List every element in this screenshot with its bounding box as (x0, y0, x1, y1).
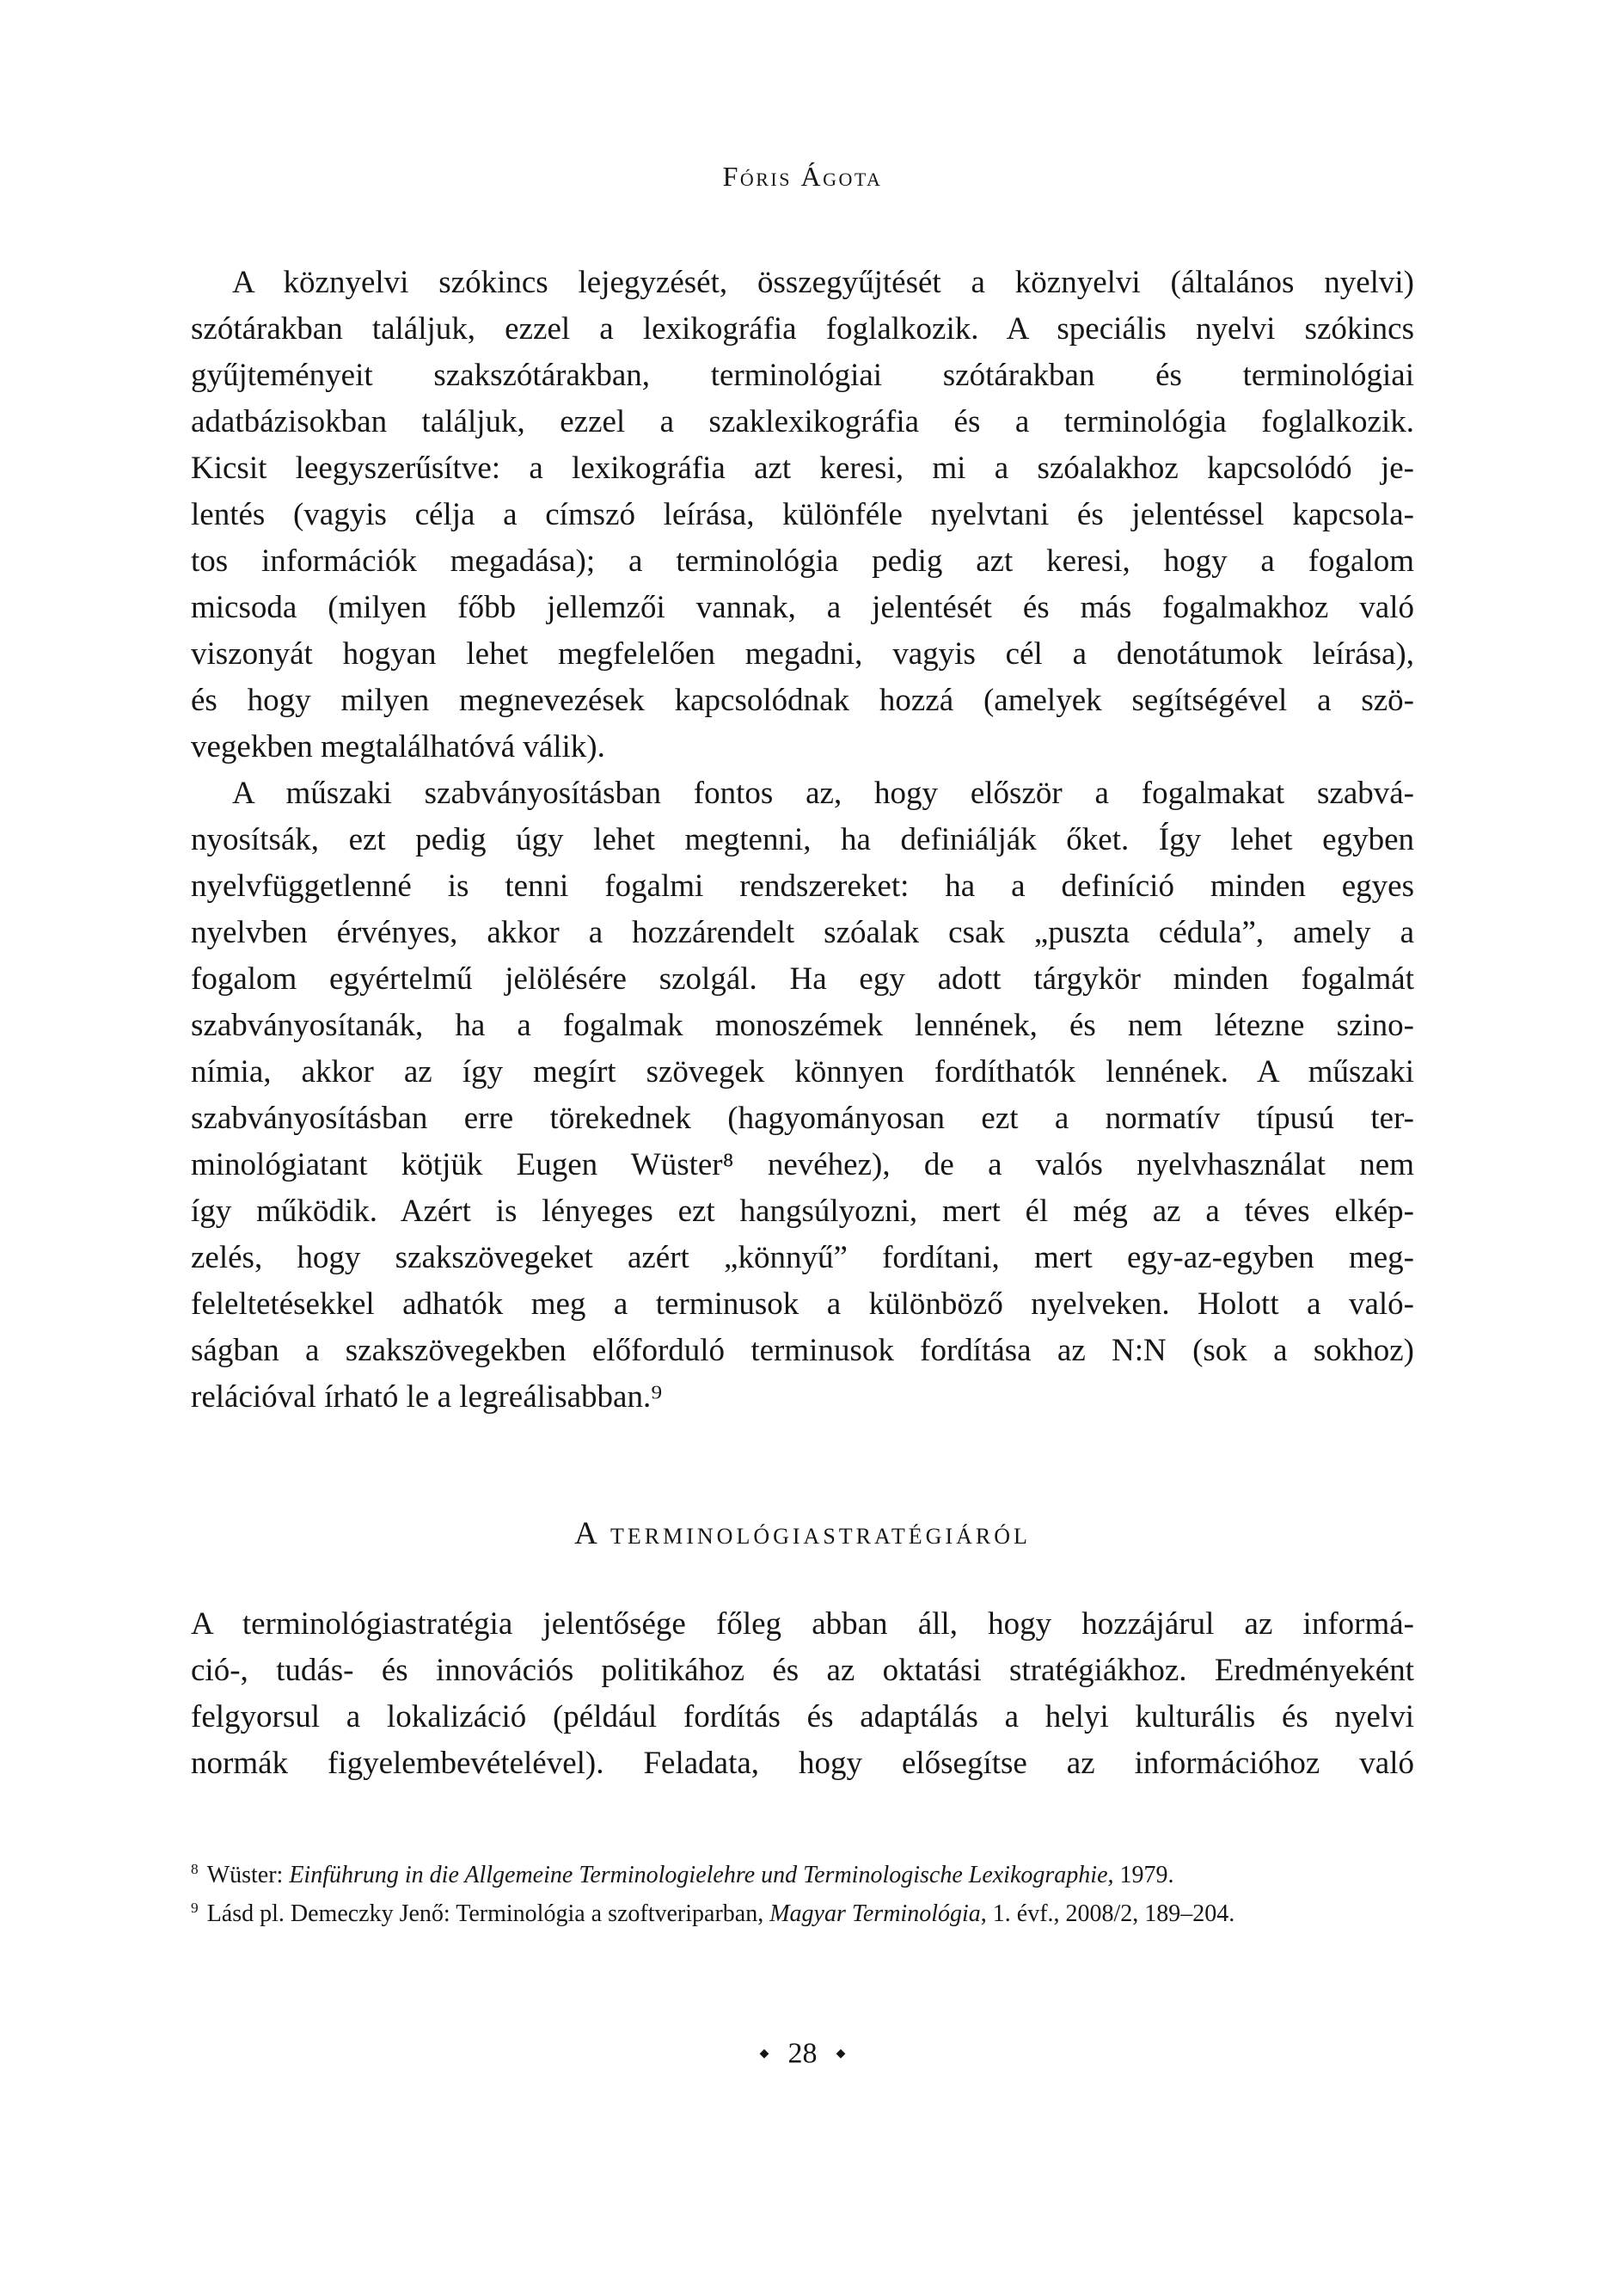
footnote-text: , 1. évf., 2008/2, 189–204. (980, 1900, 1235, 1927)
text-line: A műszaki szabványosításban fontos az, hogy először a fogalmakat szabvá- (232, 776, 1414, 811)
text-line: nímia, akkor az így megírt szövegek könnyen fordíthatók lennének. A műszaki (191, 1054, 1414, 1090)
text-line: nyelvben érvényes, akkor a hozzárendelt szóalak csak „puszta cédula”, amely a (191, 915, 1414, 950)
footnote-text: Wüster: (206, 1862, 290, 1888)
footnotes-section (191, 1856, 1414, 1933)
text-line: felgyorsul a lokalizáció (például fordítás és adaptálás a helyi kulturális és nyelvi (191, 1699, 1414, 1734)
text-line: ságban a szakszövegekben előforduló terminusok fordítása az N:N (sok a sokhoz) (191, 1333, 1414, 1368)
text-line: nyelvfüggetlenné is tenni fogalmi rendszereket: ha a definíció minden egyes (191, 869, 1414, 904)
text-line: minológiatant kötjük Eugen Wüster⁸ nevéhez), de a valós nyelvhasználat nem (191, 1147, 1414, 1182)
page-number-value: 28 (787, 2037, 818, 2070)
text-line: tos információk megadása); a terminológia pedig azt keresi, hogy a fogalom (191, 543, 1414, 579)
text-line: A köznyelvi szókincs lejegyzését, összegyűjtését a köznyelvi (általános nyelvi) (232, 265, 1414, 300)
text-line: normák figyelembevételével). Feladata, hogy elősegítse az információhoz való (191, 1746, 1414, 1781)
paragraph-2 (191, 770, 1414, 1421)
text-line: zelés, hogy szakszövegeket azért „könnyű” fordítani, mert egy-az-egyben meg- (191, 1240, 1414, 1275)
text-line: feleltetésekkel adhatók meg a terminusok a különböző nyelveken. Holott a való- (191, 1286, 1414, 1322)
text-line: fogalom egyértelmű jelölésére szolgál. Ha egy adott tárgykör minden fogalmát (191, 961, 1414, 997)
text-column (191, 0, 1414, 2071)
footnote-marker: 8 (191, 1860, 199, 1877)
paragraph-1 (191, 260, 1414, 770)
page-number (191, 2036, 1414, 2071)
paragraph-3 (191, 1601, 1414, 1787)
footnote-marker: 9 (191, 1899, 199, 1916)
text-line: viszonyát hogyan lehet megfelelően megadni, vagyis cél a denotátumok leírása), (191, 636, 1414, 672)
diamond-bullet-icon: ◆ (836, 2047, 846, 2060)
footnote-text: 1979. (1113, 1862, 1174, 1888)
text-line: relációval írható le a legreálisabban.⁹ (191, 1379, 663, 1415)
text-line: Kicsit leegyszerűsítve: a lexikográfia azt keresi, mi a szóalakhoz kapcsolódó je- (191, 451, 1414, 486)
text-line: gyűjteményeit szakszótárakban, terminológiai szótárakban és terminológiai (191, 358, 1414, 393)
text-line: lentés (vagyis célja a címszó leírása, különféle nyelvtani és jelentéssel kapcsola- (191, 497, 1414, 532)
footnote-9 (191, 1894, 1414, 1933)
diamond-bullet-icon: ◆ (759, 2047, 769, 2060)
footnote-italic-title: Magyar Terminológia (769, 1900, 981, 1927)
text-line: és hogy milyen megnevezések kapcsolódnak hozzá (amelyek segítségével a szö- (191, 683, 1414, 718)
footnote-italic-title: Einführung in die Allgemeine Terminologielehre und Terminologische Lexikographie, (289, 1862, 1114, 1888)
text-line: ció-, tudás- és innovációs politikához és az oktatási stratégiákhoz. Eredményeként (191, 1653, 1414, 1688)
text-line: nyosítsák, ezt pedig úgy lehet megtenni, ha definiálják őket. Így lehet egyben (191, 822, 1414, 857)
text-line: így működik. Azért is lényeges ezt hangsúlyozni, mert él még az a téves elkép- (191, 1194, 1414, 1229)
text-line: micsoda (milyen főbb jellemzői vannak, a jelentését és más fogalmakhoz való (191, 590, 1414, 625)
text-line: szabványosítanák, ha a fogalmak monoszémek lennének, és nem létezne szino- (191, 1008, 1414, 1043)
footnote-8 (191, 1856, 1414, 1894)
text-line: A terminológiastratégia jelentősége főleg abban áll, hogy hozzájárul az informá- (191, 1606, 1414, 1642)
text-line: vegekben megtalálhatóvá válik). (191, 729, 605, 764)
text-line: szabványosításban erre törekednek (hagyományosan ezt a normatív típusú ter- (191, 1101, 1414, 1136)
text-line: adatbázisokban találjuk, ezzel a szaklexikográfia és a terminológia foglalkozik. (191, 404, 1414, 439)
section-heading: A terminológiastratégiáról (574, 1516, 1031, 1551)
author-header: Fóris Ágota (722, 161, 883, 192)
text-line: szótárakban találjuk, ezzel a lexikográfia foglalkozik. A speciális nyelvi szókincs (191, 311, 1414, 347)
footnote-text: Lásd pl. Demeczky Jenő: Terminológia a szoftveriparban, (206, 1900, 770, 1927)
